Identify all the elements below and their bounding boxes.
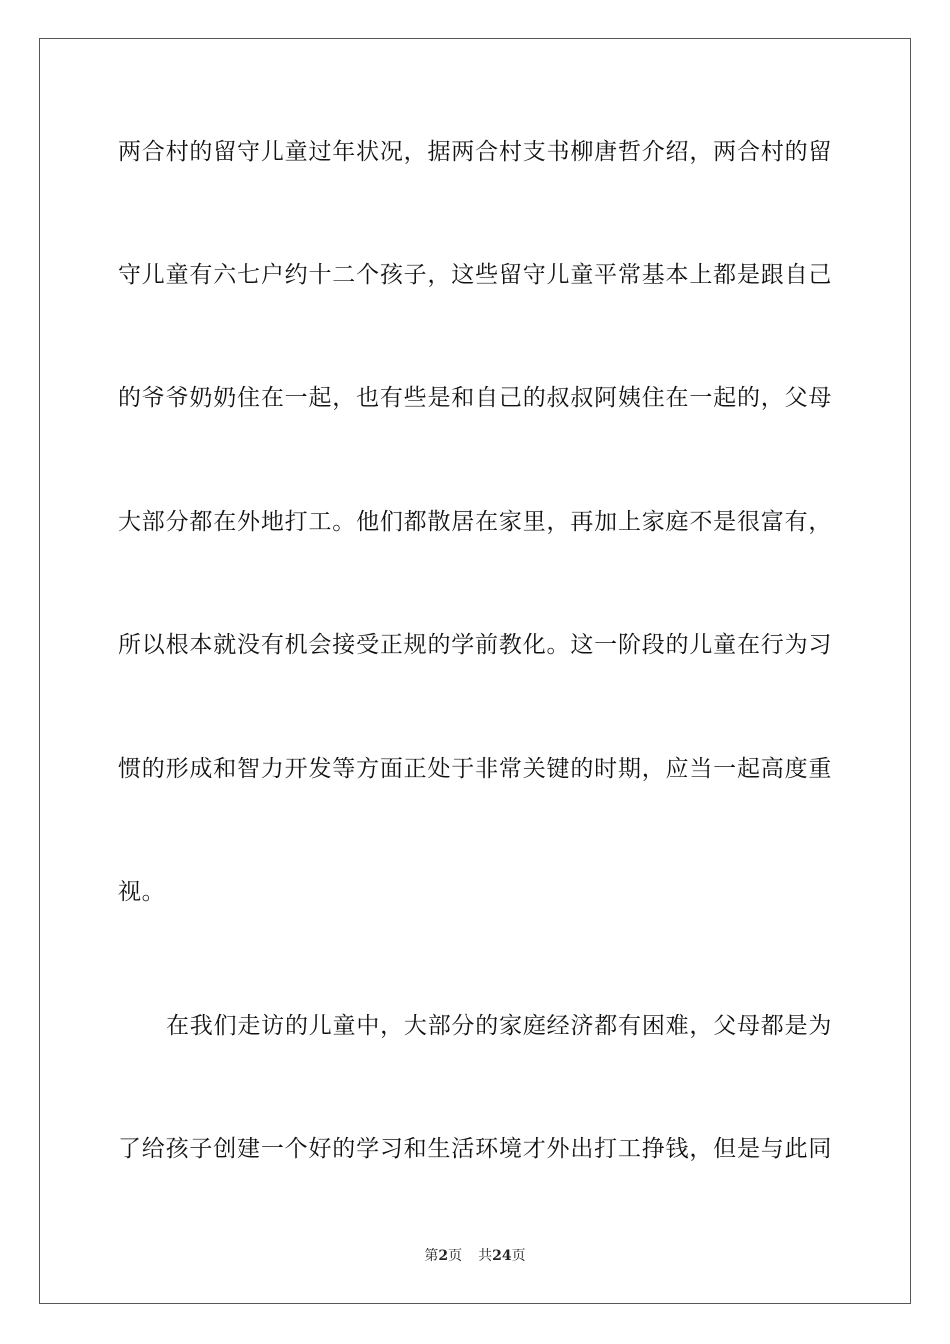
total-label-prefix: 共: [478, 1248, 493, 1264]
text-line: 两合村的留守儿童过年状况，据两合村支书柳唐哲介绍，两合村的留: [118, 139, 832, 165]
page-label-prefix: 第: [424, 1248, 439, 1264]
text-line: 惯的形成和智力开发等方面正处于非常关键的时期，应当一起高度重: [118, 756, 832, 782]
text-line: 的爷爷奶奶住在一起，也有些是和自己的叔叔阿姨住在一起的，父母: [118, 385, 832, 411]
total-pages: 24: [492, 1248, 512, 1264]
text-line: 守儿童有六七户约十二个孩子，这些留守儿童平常基本上都是跟自己: [118, 262, 832, 288]
text-line: 大部分都在外地打工。他们都散居在家里，再加上家庭不是很富有，: [118, 509, 832, 535]
page-border: [39, 38, 911, 1304]
page-label-suffix: 页: [448, 1248, 463, 1264]
total-label-suffix: 页: [511, 1248, 526, 1264]
page-number: 2: [438, 1248, 449, 1264]
text-line: 所以根本就没有机会接受正规的学前教化。这一阶段的儿童在行为习: [118, 632, 832, 658]
text-line: 视。: [118, 879, 166, 905]
text-line: 在我们走访的儿童中，大部分的家庭经济都有困难，父母都是为: [166, 1013, 832, 1039]
page-footer: [0, 1247, 950, 1265]
text-line: 了给孩子创建一个好的学习和生活环境才外出打工挣钱，但是与此同: [118, 1136, 832, 1162]
